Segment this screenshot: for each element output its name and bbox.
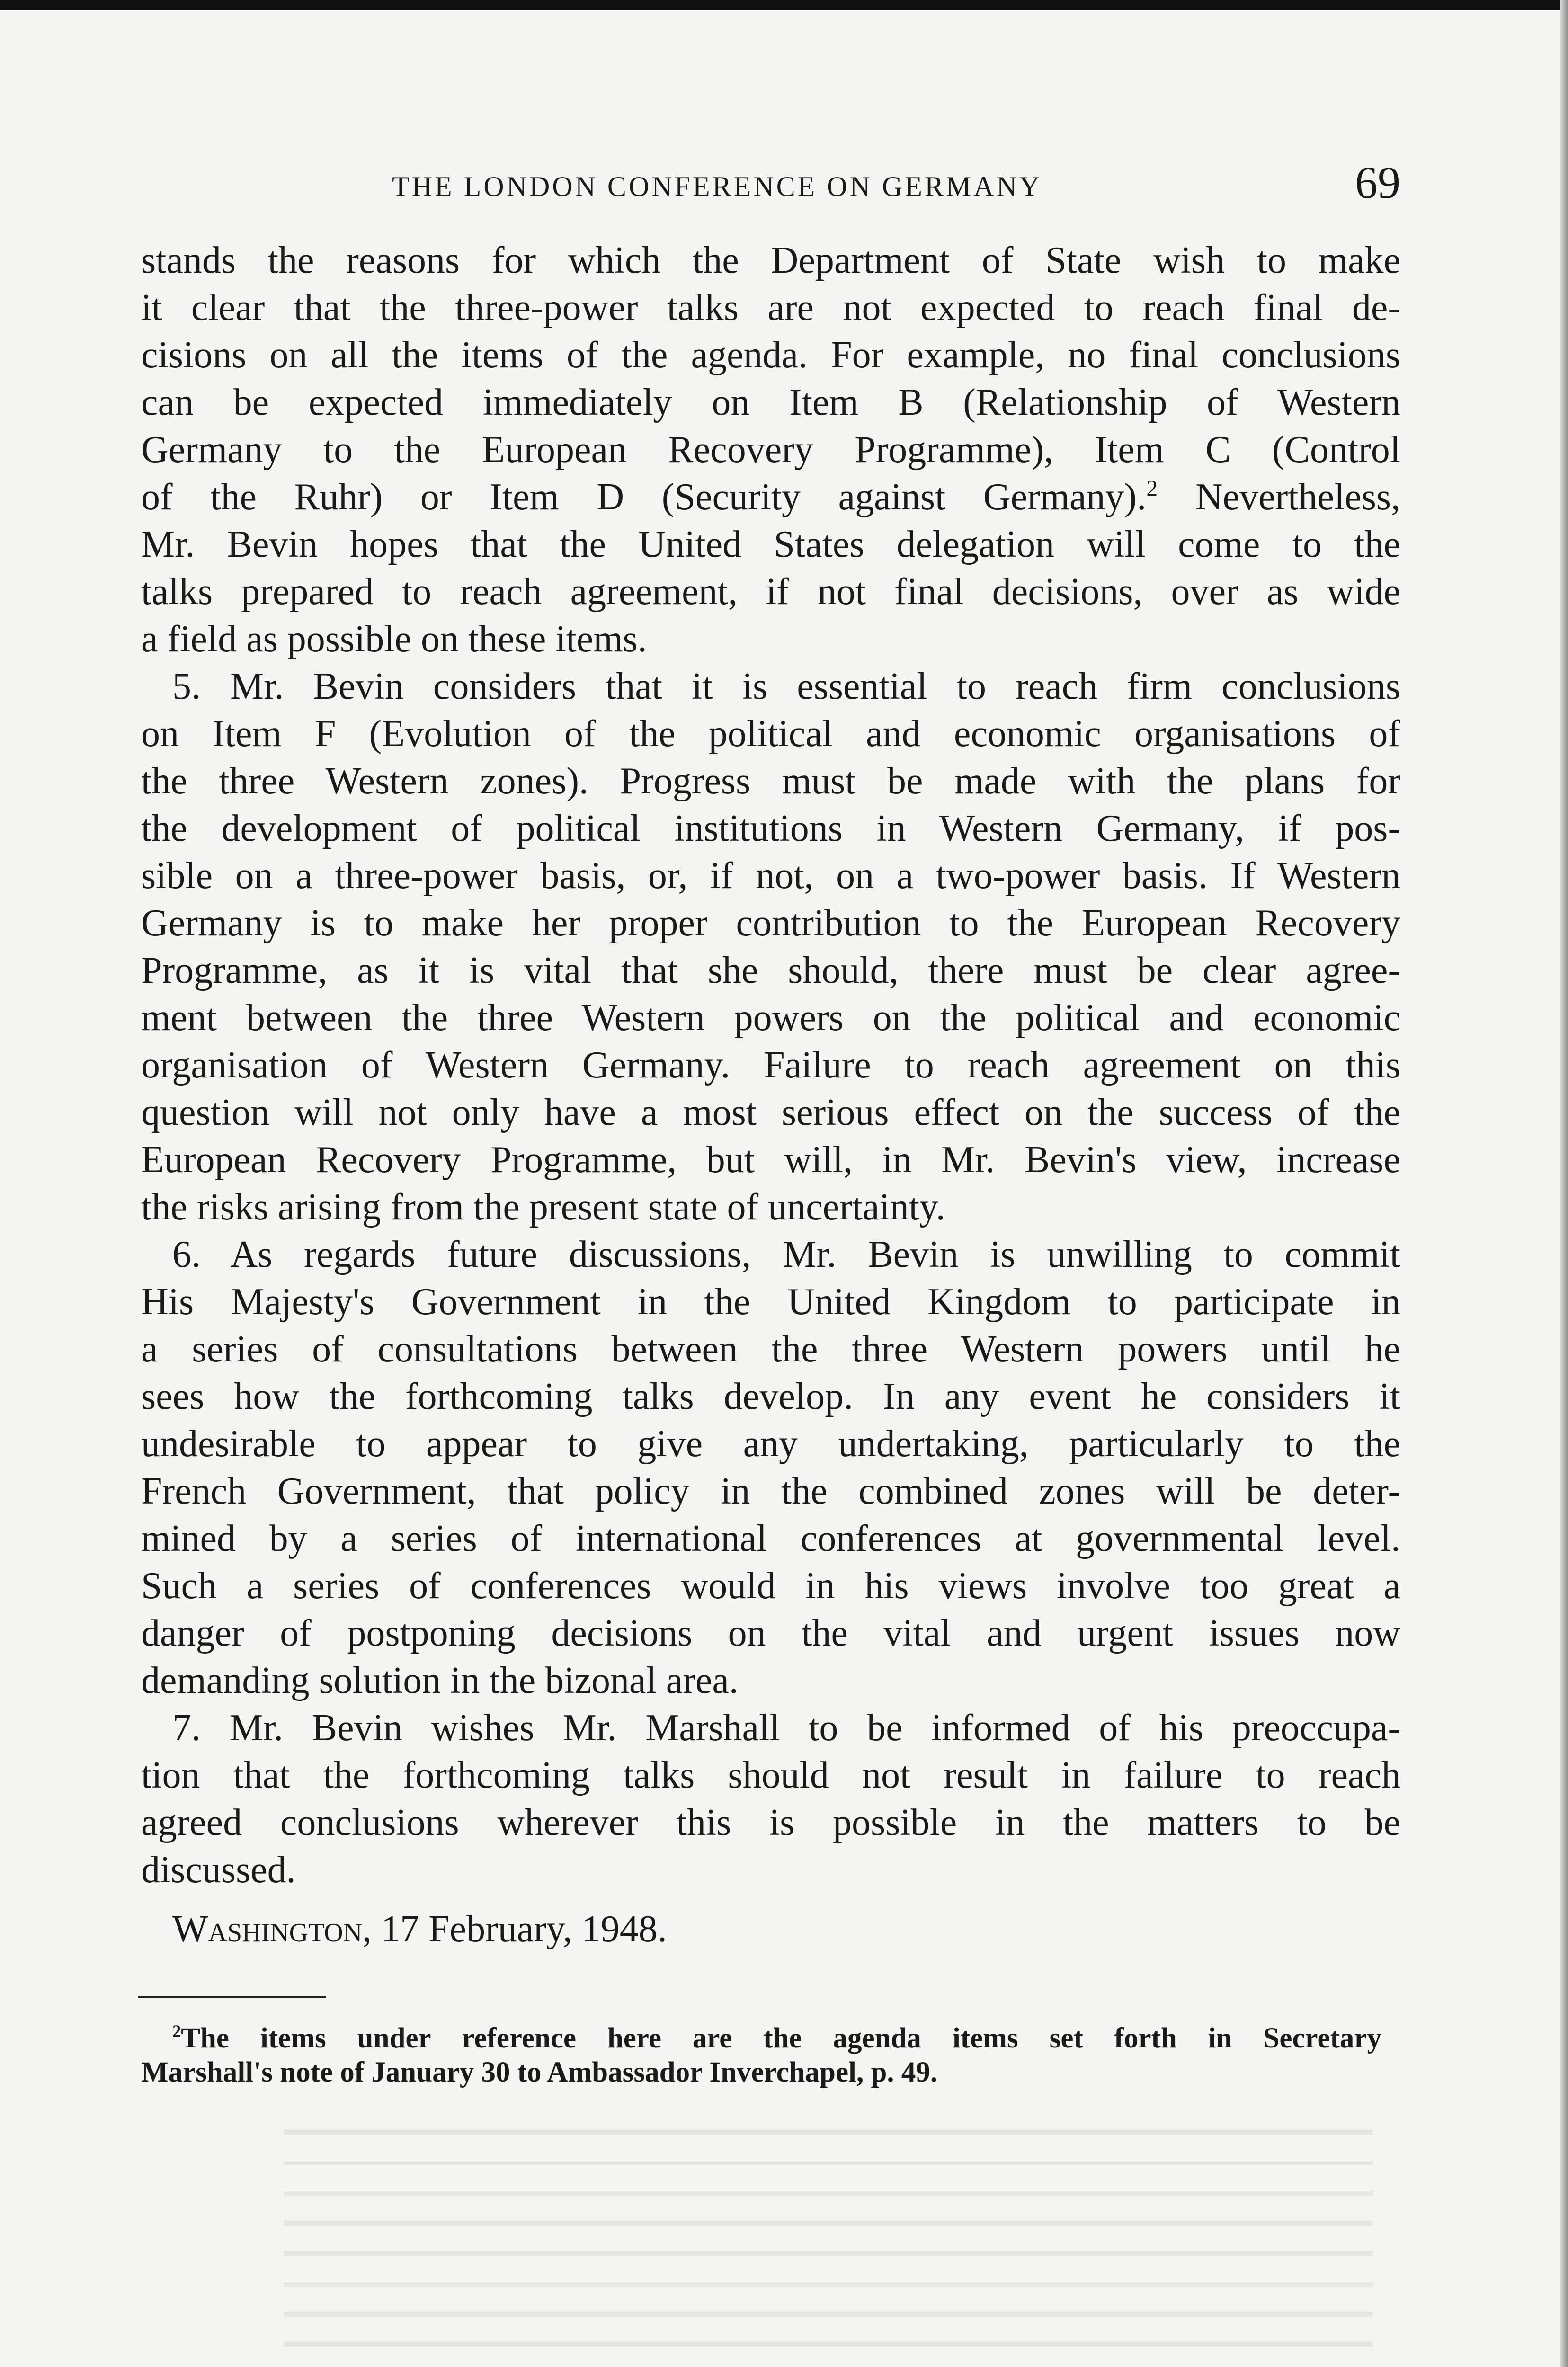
running-head: THE LONDON CONFERENCE ON GERMANY (392, 171, 1042, 202)
text-line: sible on a three-power basis, or, if not, on a two-power basis. If Western (141, 855, 1400, 897)
footnote-reference: 2 (1146, 476, 1158, 501)
scan-top-edge (0, 0, 1568, 10)
text-line: Germany is to make her proper contribution to the European Recovery (141, 902, 1400, 944)
text-line: organisation of Western Germany. Failure to reach agreement on this (141, 1044, 1400, 1086)
text-line: talks prepared to reach agreement, if not final decisions, over as wide (141, 571, 1400, 613)
text-line: cisions on all the items of the agenda. For example, no final conclusions (141, 334, 1400, 376)
text-segment: Nevertheless, (1195, 476, 1400, 518)
text-line: the three Western zones). Progress must be made with the plans for (141, 760, 1400, 802)
dateline-date: , 17 February, 1948. (362, 1908, 667, 1950)
text-line: question will not only have a most serious effect on the success of the (141, 1092, 1400, 1133)
body-text (141, 237, 1400, 1953)
page-number: 69 (1355, 157, 1400, 208)
paragraph-6-start: 6. As regards future discussions, Mr. Bevin is unwilling to commit (172, 1234, 1400, 1275)
text-line: the risks arising from the present state of uncertainty. (141, 1186, 945, 1228)
text-line: on Item F (Evolution of the political and economic organisations of (141, 713, 1400, 755)
text-line: stands the reasons for which the Department of State wish to make (141, 240, 1400, 281)
text-line: a series of consultations between the three Western powers until he (141, 1328, 1400, 1370)
text-line: can be expected immediately on Item B (Relationship of Western (141, 382, 1400, 423)
footnote-divider (138, 1996, 326, 1998)
footnote-marker: 2 (172, 2021, 181, 2041)
footnote-line (141, 2021, 1381, 2056)
show-through-bleed (284, 2130, 1373, 2367)
text-line: it clear that the three-power talks are not expected to reach final de- (141, 287, 1400, 329)
text-line: ment between the three Western powers on the political and economic (141, 997, 1400, 1039)
text-line: Germany to the European Recovery Programme), Item C (Control (141, 429, 1400, 471)
text-line: the development of political institutions in Western Germany, if pos- (141, 808, 1400, 849)
text-line: mined by a series of international conferences at governmental level. (141, 1518, 1400, 1559)
text-line: demanding solution in the bizonal area. (141, 1660, 739, 1701)
text-line: His Majesty's Government in the United Kingdom to participate in (141, 1281, 1400, 1323)
text-line: tion that the forthcoming talks should not result in failure to reach (141, 1754, 1400, 1796)
scan-right-edge (1560, 0, 1568, 2367)
text-line: French Government, that policy in the combined zones will be deter- (141, 1470, 1400, 1512)
page-header (141, 156, 1400, 213)
footnotes (141, 2021, 1381, 2090)
text-line-with-footnote (141, 473, 1400, 521)
paragraph-5-start: 5. Mr. Bevin considers that it is essential to reach firm conclusions (172, 666, 1400, 707)
text-line: sees how the forthcoming talks develop. In any event he considers it (141, 1376, 1400, 1417)
paragraph-7-start: 7. Mr. Bevin wishes Mr. Marshall to be informed of his preoccupa- (172, 1707, 1400, 1749)
text-line: agreed conclusions wherever this is possible in the matters to be (141, 1802, 1400, 1843)
text-line: Programme, as it is vital that she should, there must be clear agree- (141, 950, 1400, 991)
text-line: Mr. Bevin hopes that the United States delegation will come to the (141, 524, 1400, 565)
footnote-text: The items under reference here are the agenda items set forth in Secretary (181, 2022, 1381, 2054)
text-segment: of the Ruhr) or Item D (Security against Germany). (141, 476, 1147, 518)
text-line: European Recovery Programme, but will, in Mr. Bevin's view, increase (141, 1139, 1400, 1181)
dateline (141, 1905, 1400, 1953)
text-line: discussed. (141, 1849, 296, 1891)
text-line: Such a series of conferences would in his views involve too great a (141, 1565, 1400, 1607)
footnote-line: Marshall's note of January 30 to Ambassador Inverchapel, p. 49. (141, 2056, 938, 2088)
text-line: danger of postponing decisions on the vital and urgent issues now (141, 1612, 1400, 1654)
text-line: a field as possible on these items. (141, 618, 647, 660)
dateline-place: Washington (172, 1908, 363, 1950)
text-line: undesirable to appear to give any undertaking, particularly to the (141, 1423, 1400, 1465)
